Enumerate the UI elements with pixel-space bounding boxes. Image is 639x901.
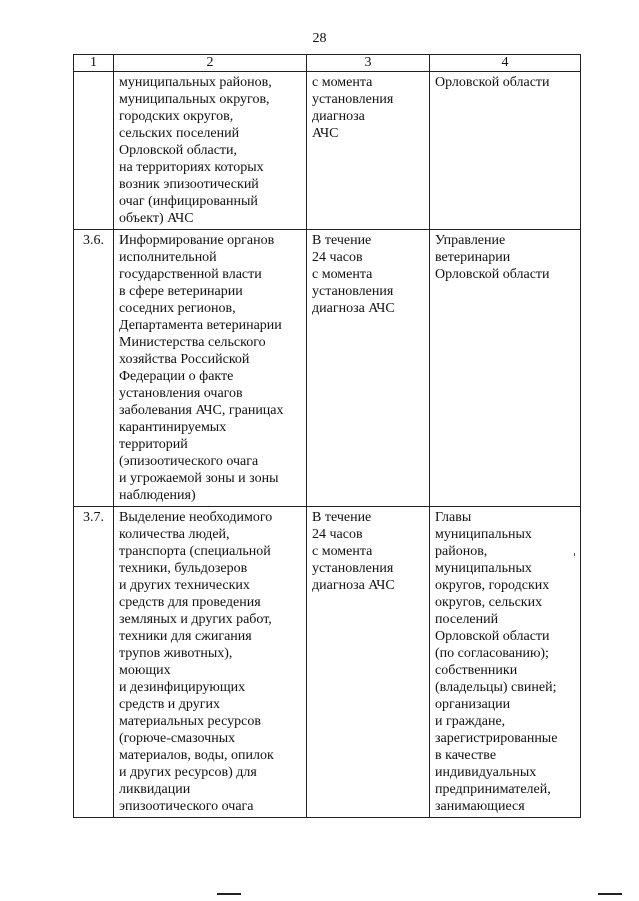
cell-text-line: трупов животных), xyxy=(119,646,233,661)
table-row xyxy=(74,507,581,818)
cell-text-line: Федерации о факте xyxy=(119,369,234,384)
cell-text-line: Главы xyxy=(435,510,472,525)
measure-cell xyxy=(114,72,307,230)
cell-text-line: наблюдения) xyxy=(119,488,196,503)
cell-text-line: транспорта (специальной xyxy=(119,544,271,559)
cell-text-line: техники, бульдозеров xyxy=(119,561,248,576)
cell-text-line: возник эпизоотический xyxy=(119,177,259,192)
cell-text-line: поселений xyxy=(435,612,499,627)
cell-text-line: с момента xyxy=(312,75,373,90)
column-header-4: 4 xyxy=(430,55,581,72)
cell-text-line: Министерства сельского xyxy=(119,335,266,350)
cell-text-line: В течение xyxy=(312,233,372,248)
cell-text-line: ветеринарии xyxy=(435,250,511,265)
cell-text-line: (эпизоотического очага xyxy=(119,454,259,469)
cell-text-line: территорий xyxy=(119,437,188,452)
cell-text-line: Управление xyxy=(435,233,506,248)
cell-text-line: округов, городских xyxy=(435,578,550,593)
cell-text-line: диагноза xyxy=(312,109,365,124)
cell-text-line: и граждане, xyxy=(435,714,506,729)
cell-text-line: с момента xyxy=(312,544,373,559)
cell-text-line: Орловской области xyxy=(435,75,550,90)
measure-cell xyxy=(114,230,307,507)
cell-text-line: В течение xyxy=(312,510,372,525)
cell-text-line: соседних регионов, xyxy=(119,301,236,316)
cell-text-line: установления xyxy=(312,92,394,107)
cell-text-line: городских округов, xyxy=(119,109,234,124)
cell-text-line: объект) АЧС xyxy=(119,211,194,226)
footer-dash-left xyxy=(217,893,241,895)
table-row xyxy=(74,230,581,507)
cell-text-line: диагноза АЧС xyxy=(312,301,395,316)
cell-text-line: и других технических xyxy=(119,578,250,593)
cell-text-line: организации xyxy=(435,697,511,712)
responsible-cell xyxy=(430,507,581,818)
cell-text-line: занимающиеся xyxy=(435,799,525,814)
document-table xyxy=(73,54,581,818)
deadline-cell xyxy=(307,507,430,818)
cell-text-line: заболевания АЧС, границах xyxy=(119,403,284,418)
responsible-cell xyxy=(430,72,581,230)
cell-text-line: (по согласованию); xyxy=(435,646,549,661)
cell-text-line: муниципальных xyxy=(435,561,532,576)
cell-text-line: техники для сжигания xyxy=(119,629,252,644)
cell-text-line: Информирование органов xyxy=(119,233,275,248)
cell-text-line: собственники xyxy=(435,663,518,678)
cell-text-line: и других ресурсов) для xyxy=(119,765,257,780)
cell-text-line: установления xyxy=(312,284,394,299)
cell-text-line: эпизоотического очага xyxy=(119,799,254,814)
cell-text-line: хозяйства Российской xyxy=(119,352,250,367)
cell-text-line: муниципальных xyxy=(435,527,532,542)
cell-text-line: индивидуальных xyxy=(435,765,537,780)
column-header-2: 2 xyxy=(114,55,307,72)
column-header-3: 3 xyxy=(307,55,430,72)
cell-text-line: Департамента ветеринарии xyxy=(119,318,282,333)
cell-text-line: исполнительной xyxy=(119,250,217,265)
footer-dash-right xyxy=(598,893,622,895)
row-number xyxy=(74,72,114,230)
cell-text-line: предпринимателей, xyxy=(435,782,551,797)
cell-text-line: округов, сельских xyxy=(435,595,543,610)
cell-text-line: диагноза АЧС xyxy=(312,578,395,593)
deadline-cell xyxy=(307,230,430,507)
cell-text-line: (владельцы) свиней; xyxy=(435,680,557,695)
cell-text-line: очаг (инфицированный xyxy=(119,194,258,209)
row-number: 3.6. xyxy=(74,230,114,507)
column-header-1: 1 xyxy=(74,55,114,72)
cell-text-line: АЧС xyxy=(312,126,339,141)
cell-text-line: ликвидации xyxy=(119,782,191,797)
cell-text-line: Орловской области xyxy=(435,629,550,644)
cell-text-line: 24 часов xyxy=(312,250,363,265)
cell-text-line: муниципальных районов, xyxy=(119,75,272,90)
cell-text-line: моющих xyxy=(119,663,171,678)
cell-text-line: материалов, воды, опилок xyxy=(119,748,274,763)
cell-text-line: с момента xyxy=(312,267,373,282)
cell-text-line: районов, xyxy=(435,544,488,559)
cell-text-line: материальных ресурсов xyxy=(119,714,261,729)
cell-text-line: и угрожаемой зоны и зоны xyxy=(119,471,279,486)
cell-text-line: средств и других xyxy=(119,697,220,712)
scan-speck xyxy=(574,553,575,556)
cell-text-line: 24 часов xyxy=(312,527,363,542)
cell-text-line: и дезинфицирующих xyxy=(119,680,246,695)
measure-cell xyxy=(114,507,307,818)
table-row xyxy=(74,72,581,230)
row-number: 3.7. xyxy=(74,507,114,818)
cell-text-line: установления xyxy=(312,561,394,576)
cell-text-line: на территориях которых xyxy=(119,160,264,175)
cell-text-line: Орловской области, xyxy=(119,143,238,158)
cell-text-line: земляных и других работ, xyxy=(119,612,272,627)
cell-text-line: количества людей, xyxy=(119,527,230,542)
deadline-cell xyxy=(307,72,430,230)
cell-text-line: в качестве xyxy=(435,748,497,763)
cell-text-line: установления очагов xyxy=(119,386,243,401)
responsible-cell xyxy=(430,230,581,507)
cell-text-line: Выделение необходимого xyxy=(119,510,273,525)
cell-text-line: (горюче-смазочных xyxy=(119,731,236,746)
cell-text-line: Орловской области xyxy=(435,267,550,282)
cell-text-line: в сфере ветеринарии xyxy=(119,284,243,299)
table-header-row xyxy=(74,55,581,72)
page-number: 28 xyxy=(312,31,327,46)
cell-text-line: государственной власти xyxy=(119,267,262,282)
cell-text-line: карантинируемых xyxy=(119,420,227,435)
cell-text-line: муниципальных округов, xyxy=(119,92,270,107)
cell-text-line: зарегистрированные xyxy=(435,731,558,746)
cell-text-line: средств для проведения xyxy=(119,595,261,610)
cell-text-line: сельских поселений xyxy=(119,126,240,141)
